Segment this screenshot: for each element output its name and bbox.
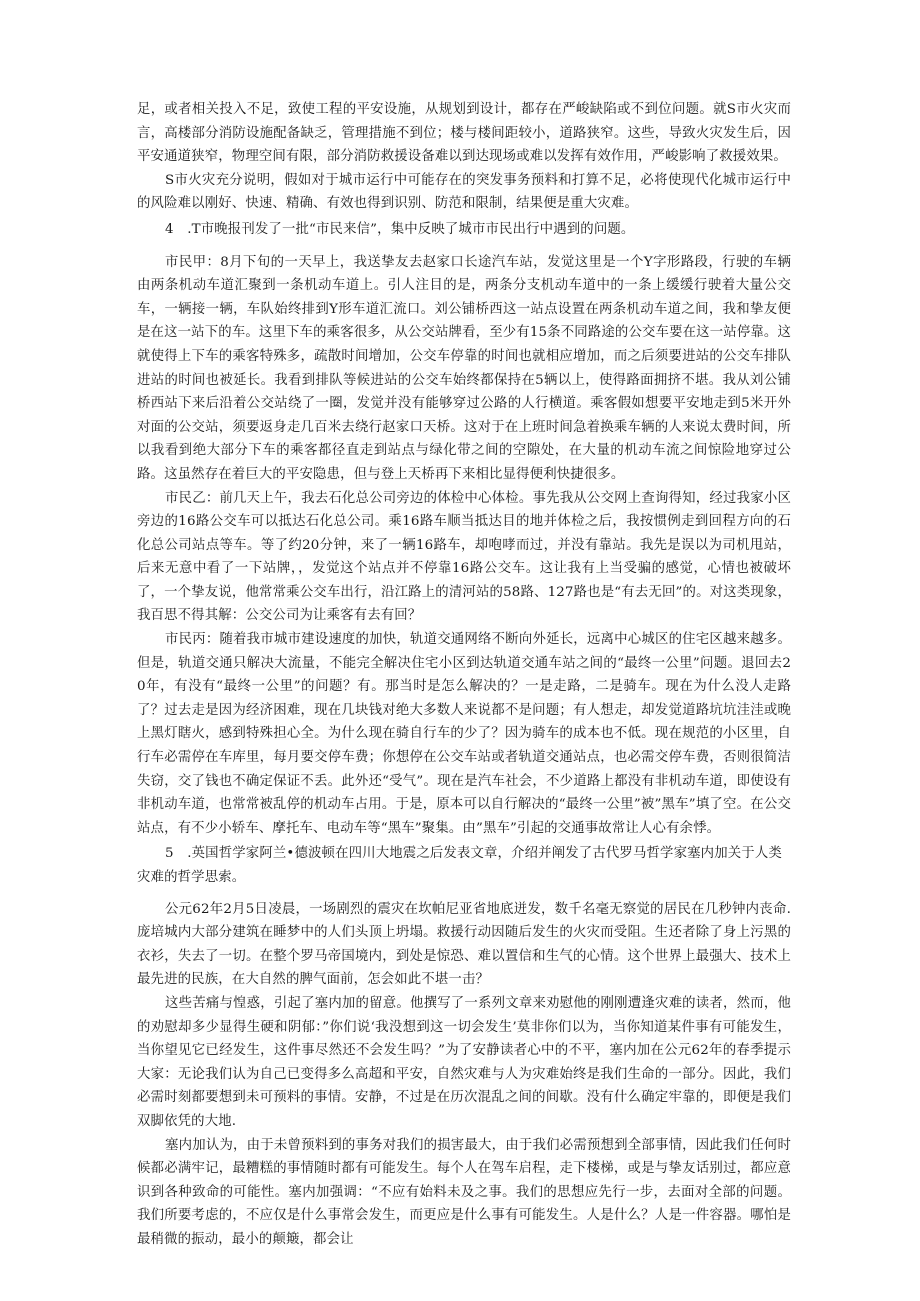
paragraph-seneca-consolation: 这些苦痛与惶惑，引起了塞内加的留意。他撰写了一系列文章来劝慰他的刚刚遭逢灾难的读者，然而，他的劝慰却多少显得生硬和阴郁：”你们说‘我没想到这一切会发生’莫非你们以为，当你知道某件事有可能发生，当你望见它已经发生，这件事尽然还不会发生吗？”为了安静读者心中的不平，塞内加在公元62年的春季提示大家：无论我们认为自己已变得多么高超和平安，自然灾难与人为灾难始终是我们生命的一部分。因此，我们必需时刻都要想到未可预料的事情。安静，不过是在历次混乱之间的间歇。没有什么确定牢靠的，即便是我们双脚依凭的大地. — [137, 995, 791, 1129]
paragraph-seneca-preparation: 塞内加认为，由于未曾预料到的事务对我们的损害最大，由于我们必需预想到全部事情，因此我们任何时候都必满牢记，最糟糕的事情随时都有可能发生。每个人在驾车启程，走下楼梯，或是与挚友话别过，都应意识到各种致命的可能性。塞内加强调：“不应有始料未及之事。我们的思想应先行一步，去面对全部的问题。我们所要考虑的，不应仅是什么事常会发生，而更应是什么事有可能发生。人是什么？人是一件容器。哪怕是最稍微的振动，最小的颠簸，都会让 — [137, 1137, 791, 1247]
material-5-heading: 5 .英国哲学家阿兰•德波顿在四川大地震之后发表文章，介绍并阐发了古代罗马哲学家塞内加关于人类灾难的哲学思索。 — [137, 846, 782, 885]
paragraph-citizen-c: 市民丙：随着我市城市建设速度的加快，轨道交通网络不断向外延长，远离中心城区的住宅区越来越多。但是，轨道交通只解决大流量，不能完全解决住宅小区到达轨道交通车站之间的“最终一公里”问题。退回去20年，有没有“最终一公里”的问题？有。那当时是怎么解决的？一是走路，二是骑车。现在为什么没人走路了？过去走是因为经济困难，现在几块钱对绝大多数人来说都不是问题；有人想走，却发觉道路坑坑洼洼或晚上黑灯瞎火，感到特殊担心全。为什么现在骑自行车的少了？因为骑车的成本也不低。现在规范的小区里，自行车必需停在车库里，每月要交停车费；你想停在公交车站或者轨道交通站点，也必需交停车费，否则很简洁失窃，交了钱也不确定保证不丢。此外还“受气”。现在是汽车社会，不少道路上都没有非机动车道，即使设有非机动车道，也常常被乱停的机动车占用。于是，原本可以自行解决的“最终一公里”被”黑车”填了空。在公交站点，有不少小轿车、摩托车、电动车等“黑车”聚集。由”黑车”引起的交通事故常让人心有余悸。 — [137, 632, 791, 836]
paragraph-fire-conclusion: S市火灾充分说明，假如对于城市运行中可能存在的突发事务预料和打算不足，必将使现代化城市运行中的风险难以刚好、快速、精确、有效也得到识别、防范和限制，结果便是重大灾难。 — [137, 172, 791, 212]
material-4-heading: 4 .T市晚报刊发了一批“市民来信”，集中反映了城市市民出行中遇到的问题。 — [165, 221, 635, 237]
paragraph-citizen-a: 市民甲：8月下旬的一天早上，我送挚友去赵家口长途汽车站，发觉这里是一个Y字形路段，行驶的车辆由两条机动车道汇聚到一条机动车道上。引人注目的是，两条分支机动车道中的一条上缓缓行驶着大量公交车，一辆接一辆，车队始终排到Y形车道汇流口。刘公铺桥西这一站点设置在两条机动车道之间，我和挚友便是在这一站下的车。这里下车的乘客很多，从公交站牌看，至少有15条不同路途的公交车要在这一站停靠。这就使得上下车的乘客特殊多，疏散时间增加，公交车停靠的时间也就相应增加，而之后须要进站的公交车排队进站的时间也被延长。我看到排队等候进站的公交车始终都保持在5辆以上，使得路面拥挤不堪。我从刘公铺桥西站下来后沿着公交站绕了一圈，发觉并没有能够穿过公路的人行横道。乘客假如想要平安地走到5米开外对面的公交站，须要返身走几百米去绕行赵家口天桥。这对于在上班时间急着换乘车辆的人来说太费时间，所以我看到绝大部分下车的乘客都径直走到站点与绿化带之间的空隙处，在大量的机动车流之间惊险地穿过公路。这虽然存在着巨大的平安隐患，但与登上天桥再下来相比显得便利快捷很多。 — [137, 254, 791, 482]
paragraph-earthquake: 公元62年2月5日凌晨，一场剧烈的震灾在坎帕尼亚省地底迸发，数千名毫无察觉的居民在几秒钟内丧命.庞培城内大部分建筑在睡梦中的人们头顶上坍塌。救援行动因随后发生的火灾而受阻。生还者除了身上污黑的衣衫，失去了一切。在整个罗马帝国境内，到处是惊恐、难以置信和生气的心情。这个世界上最强大、技术上最先进的民族，在大自然的脾气面前，怎会如此不堪一击？ — [137, 901, 791, 988]
paragraph-citizen-b: 市民乙：前几天上午，我去石化总公司旁边的体检中心体检。事先我从公交网上查询得知，经过我家小区旁边的16路公交车可以抵达石化总公司。乘16路车顺当抵达目的地并体检之后，我按惯例走到回程方向的石化总公司站点等车。等了约20分钟，来了一辆16路车，却咆哮而过，并没有靠站。我先是误以为司机甩站，后来无意中看了一下站牌，，发觉这个站点并不停靠16路公交车。这让我有上当受骗的感觉，心情也被破坏了，一个挚友说，他常常乘公交车出行，沿江路上的清河站的58路、127路也是“有去无回”的。对这类现象，我百思不得其解：公交公司为让乘客有去有回？ — [137, 490, 791, 624]
paragraph-fire-infrastructure: 足，或者相关投入不足，致使工程的平安设施，从规划到设计，都存在严峻缺陷或不到位问题。就S市火灾而言，高楼部分消防设施配备缺乏，管理措施不到位；楼与楼间距较小，道路狭窄。这些，导致火灾发生后，因平安通道狭窄，物理空间有限，部分消防救援设备难以到达现场或难以发挥有效作用，严峻影响了救援效果。 — [137, 102, 791, 165]
document-page — [137, 98, 791, 1252]
